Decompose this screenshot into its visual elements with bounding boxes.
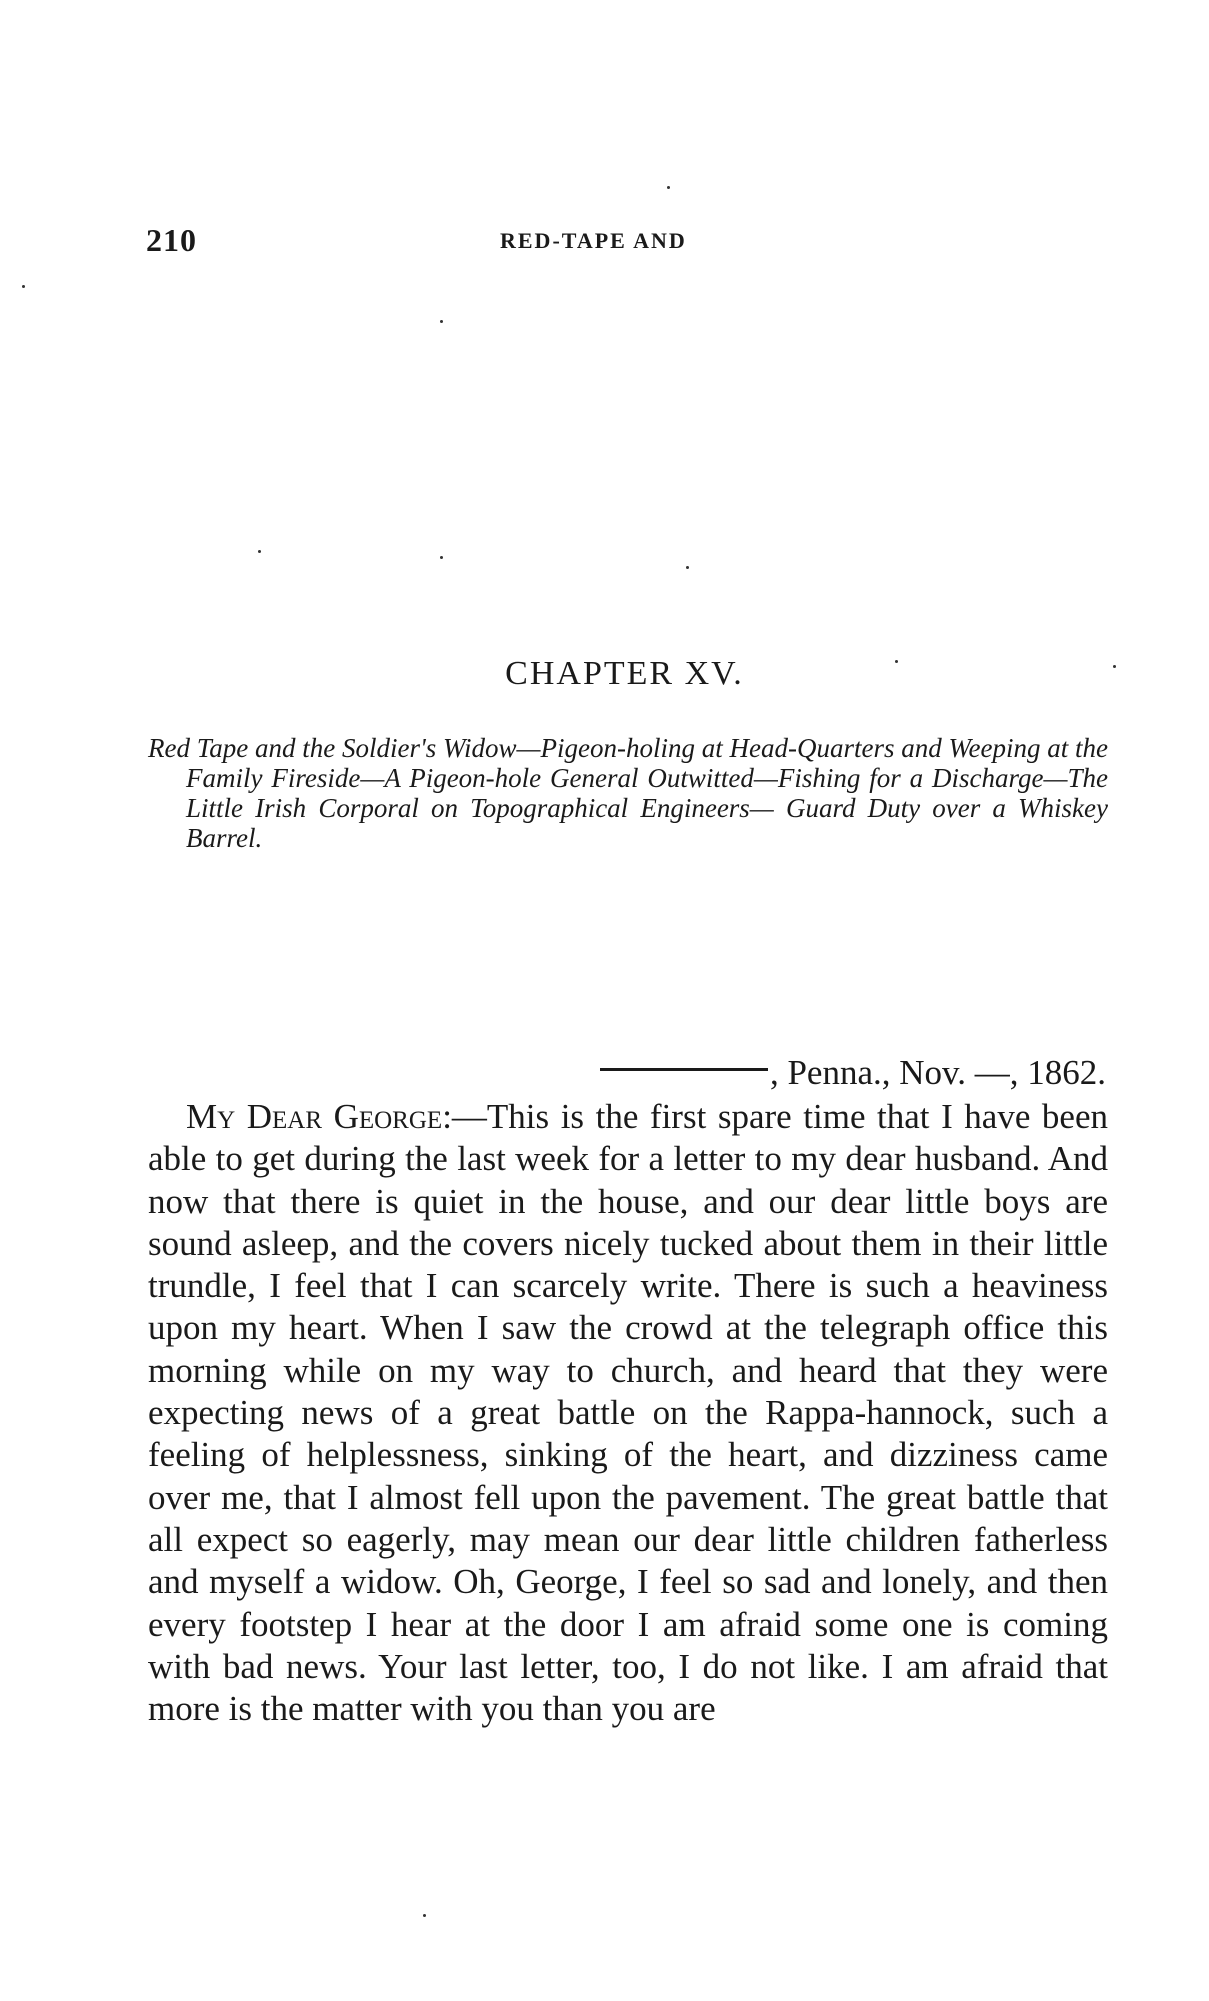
speck bbox=[440, 556, 443, 559]
speck bbox=[258, 550, 261, 553]
running-title: RED-TAPE AND bbox=[500, 228, 687, 253]
speck bbox=[895, 660, 898, 663]
speck bbox=[440, 320, 443, 323]
letter-text: :—This is the first spare time that I have been able to get during the last week for a letter to my dear husband. And now that there is quiet in the house, and our dear little boys are sound asleep, and the covers nicely tucked about them in their little trundle, I feel that I can scarcely write. There is such a heaviness upon my heart. When I saw the crowd at the telegraph office this morning while on my way to church, and heard that they were expecting news of a great battle on the Rappa-hannock, such a feeling of helplessness, sinking of the heart, and dizziness came over me, that I almost fell upon the pavement. The great battle that all expect so eagerly, may mean our dear little children fatherless and myself a widow. Oh, George, I feel so sad and lonely, and then every footstep I hear at the door I am afraid some one is coming with bad news. Your last letter, too, I do not like. I am afraid that more is the matter with you than you are bbox=[148, 1097, 1108, 1729]
page-number: 210 bbox=[146, 222, 197, 258]
letter-salutation: My Dear George bbox=[186, 1097, 443, 1136]
speck bbox=[423, 1914, 426, 1917]
letter-dateline bbox=[148, 1053, 1106, 1093]
chapter-synopsis: Red Tape and the Soldier's Widow—Pigeon-holing at Head-Quarters and Weeping at the Family Fireside—A Pigeon-hole General Outwitted—Fishing for a Discharge—The Little Irish Corporal on Topographical Engineers— Guard Duty over a Whiskey Barrel. bbox=[148, 733, 1108, 853]
speck bbox=[667, 186, 670, 189]
speck bbox=[22, 285, 25, 288]
dateline-dash bbox=[600, 1068, 768, 1071]
speck bbox=[1113, 665, 1116, 668]
running-head bbox=[146, 222, 1106, 262]
chapter-title: CHAPTER XV. bbox=[505, 655, 744, 692]
speck bbox=[686, 566, 689, 569]
letter-body bbox=[148, 1096, 1108, 1730]
dateline-text: , Penna., Nov. —, 1862. bbox=[769, 1053, 1106, 1092]
